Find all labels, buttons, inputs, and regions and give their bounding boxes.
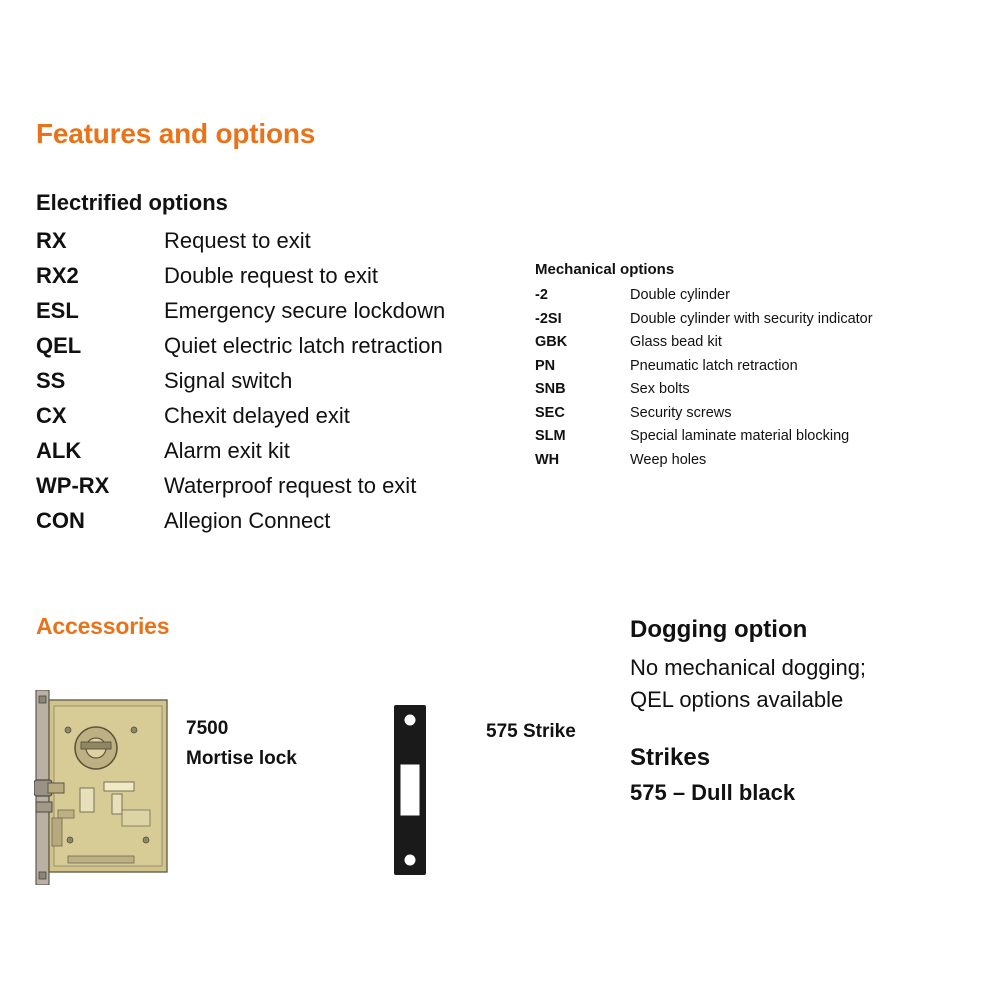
option-code: SEC [535, 404, 565, 421]
list-item [36, 368, 516, 403]
strikes-heading: Strikes [630, 744, 711, 771]
accessories-heading: Accessories [36, 613, 170, 639]
option-code: SNB [535, 381, 566, 397]
mechanical-options-heading: Mechanical options [535, 261, 675, 278]
option-code: CON [36, 508, 85, 533]
option-description: Special laminate material blocking [630, 428, 850, 444]
option-description: Sex bolts [630, 381, 690, 397]
list-item [36, 298, 516, 333]
dogging-option-heading: Dogging option [630, 616, 808, 643]
list-item [535, 452, 1000, 476]
list-item [36, 403, 516, 438]
option-description: Weep holes [630, 451, 707, 468]
option-description: Double cylinder with security indicator [630, 310, 873, 327]
strike-caption: 575 Strike [486, 721, 576, 742]
mortise-caption-line-1: 7500 [186, 718, 229, 739]
option-description: Signal switch [164, 368, 293, 393]
list-item [36, 473, 516, 508]
dogging-and-strikes-column [630, 616, 990, 806]
dogging-line-2: QEL options available [630, 687, 844, 712]
list-item [535, 358, 1000, 382]
option-code: -2SI [535, 310, 562, 327]
strike-image [393, 704, 427, 876]
option-description: Chexit delayed exit [164, 403, 350, 428]
list-item [36, 333, 516, 368]
option-code: -2 [535, 287, 548, 303]
list-item [535, 287, 1000, 311]
option-code: CX [36, 403, 67, 428]
option-description: Pneumatic latch retraction [630, 357, 798, 374]
option-code: SS [36, 368, 66, 393]
mortise-caption-line-2: Mortise lock [186, 748, 297, 769]
option-description: Quiet electric latch retraction [164, 333, 443, 358]
list-item [36, 508, 516, 543]
option-description: Double request to exit [164, 263, 379, 288]
list-item [535, 381, 1000, 405]
option-code: PN [535, 357, 556, 374]
option-code: RX2 [36, 263, 79, 288]
option-code: QEL [36, 333, 82, 358]
list-item [36, 263, 516, 298]
list-item [36, 438, 516, 473]
option-code: GBK [535, 334, 568, 350]
option-description: Alarm exit kit [164, 438, 290, 463]
option-code: ESL [36, 298, 79, 323]
features-and-options-heading: Features and options [36, 118, 316, 149]
column-spacer [630, 716, 990, 744]
option-description: Glass bead kit [630, 334, 722, 350]
list-item [36, 228, 516, 263]
option-code: RX [36, 228, 67, 253]
option-description: Double cylinder [630, 287, 730, 303]
option-description: Request to exit [164, 228, 311, 253]
mortise-lock-illustration [34, 690, 174, 885]
option-code: WP-RX [36, 473, 110, 498]
mechanical-options-list [535, 287, 1000, 475]
dogging-line-1: No mechanical dogging; [630, 655, 867, 680]
option-description: Emergency secure lockdown [164, 298, 446, 323]
list-item [535, 405, 1000, 429]
option-code: ALK [36, 438, 82, 463]
list-item [535, 428, 1000, 452]
list-item [535, 334, 1000, 358]
option-code: SLM [535, 428, 566, 444]
option-description: Waterproof request to exit [164, 473, 417, 498]
electrified-options-list [36, 228, 516, 543]
list-item [535, 311, 1000, 335]
option-description: Security screws [630, 404, 732, 421]
mortise-lock-image [34, 690, 174, 885]
strike-illustration [393, 704, 427, 876]
strikes-line-1: 575 – Dull black [630, 780, 796, 805]
mortise-lock-caption [186, 714, 297, 774]
electrified-options-heading: Electrified options [36, 190, 228, 215]
option-code: WH [535, 451, 560, 468]
option-description: Allegion Connect [164, 508, 331, 533]
